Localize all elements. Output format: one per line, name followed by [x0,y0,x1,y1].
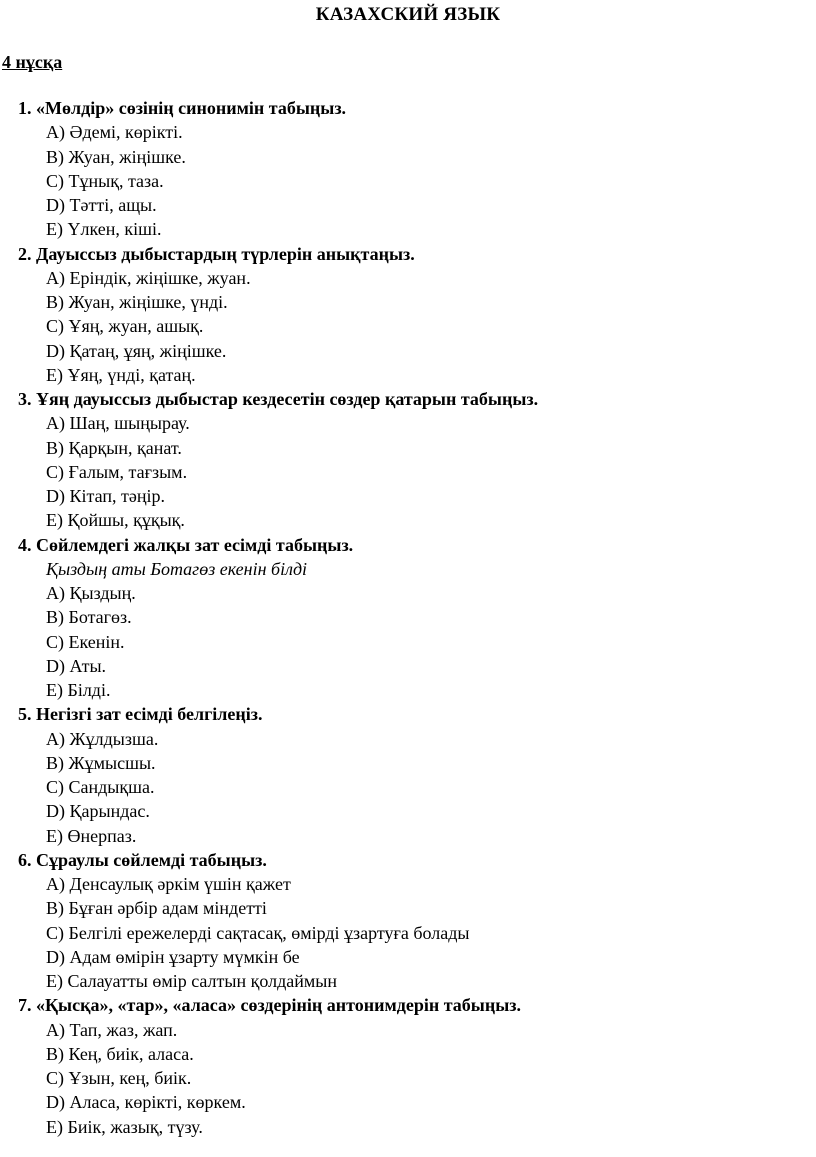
answer-option: D) Адам өмірін ұзарту мүмкін бе [46,946,300,967]
answer-option: C) Ұзын, кең, биік. [46,1068,192,1088]
answer-option: C) Екенін. [46,631,125,652]
answer-option: E) Салауатты өмір салтын қолдаймын [46,971,338,991]
question-list [18,96,808,1139]
answer-option: A) Шаң, шыңырау. [46,413,190,434]
answer-option: D) Қарындас. [46,801,150,822]
answer-option: E) Биік, жазық, түзу. [46,1116,203,1137]
answer-option: C) Сандықша. [46,777,155,797]
answer-option: D) Кітап, тәңір. [46,486,165,506]
answer-option: A) Жұлдызша. [46,728,159,749]
answer-option: C) Белгілі ережелерді сақтасақ, өмірді ұзартуға болады [46,922,470,943]
answer-option: D) Аласа, көрікті, көркем. [46,1092,246,1113]
answer-option: E) Үлкен, кіші. [46,219,162,240]
answer-option: A) Тап, жаз, жап. [46,1019,178,1040]
answer-option: C) Тұнық, таза. [46,170,164,191]
answer-option: B) Бұған әрбір адам міндетті [46,898,267,919]
answer-option: A) Денсаулық әркім үшін қажет [46,874,291,894]
question-text: 4. Сөйлемдегі жалқы зат есімді табыңыз. [18,534,354,555]
page-title: КАЗАХСКИЙ ЯЗЫК [315,4,501,25]
question-text: 7. «Қысқа», «тар», «аласа» сөздерінің антонимдерін табыңыз. [18,995,521,1016]
question-text: 6. Сұраулы сөйлемді табыңыз. [18,849,267,870]
answer-option: A) Еріндік, жіңішке, жуан. [46,267,251,288]
question-text: 3. Ұяң дауыссыз дыбыстар кездесетін сөздер қатарын табыңыз. [18,389,539,409]
answer-option: A) Қыздың. [46,583,136,603]
answer-option: C) Ұяң, жуан, ашық. [46,316,204,337]
question-text: 5. Негізгі зат есімді белгілеңіз. [18,704,263,725]
answer-option: B) Қарқын, қанат. [46,437,182,458]
answer-option: A) Әдемі, көрікті. [46,122,183,143]
answer-option: D) Аты. [46,655,107,676]
answer-option: B) Жуан, жіңішке. [46,146,186,167]
answer-option: E) Білді. [46,680,111,700]
variant-heading: 4 нұсқа [2,52,63,72]
question-text: 1. «Мөлдір» сөзінің синонимін табыңыз. [18,98,347,118]
answer-option: E) Қойшы, құқық. [46,510,185,531]
answer-option: D) Қатаң, ұяң, жіңішке. [46,340,227,361]
answer-option: B) Жұмысшы. [46,752,156,773]
answer-option: B) Жуан, жіңішке, үнді. [46,292,228,312]
answer-option: B) Ботагөз. [46,607,132,628]
answer-option: C) Ғалым, тағзым. [46,461,188,482]
answer-option: E) Ұяң, үнді, қатаң. [46,364,196,385]
example-sentence: Қыздың аты Ботагөз екенін білді [46,558,308,579]
answer-option: D) Тәтті, ащы. [46,195,157,215]
answer-option: E) Өнерпаз. [46,825,137,846]
answer-option: B) Кең, биік, аласа. [46,1043,194,1064]
question-text: 2. Дауыссыз дыбыстардың түрлерін анықтаңыз. [18,243,415,264]
